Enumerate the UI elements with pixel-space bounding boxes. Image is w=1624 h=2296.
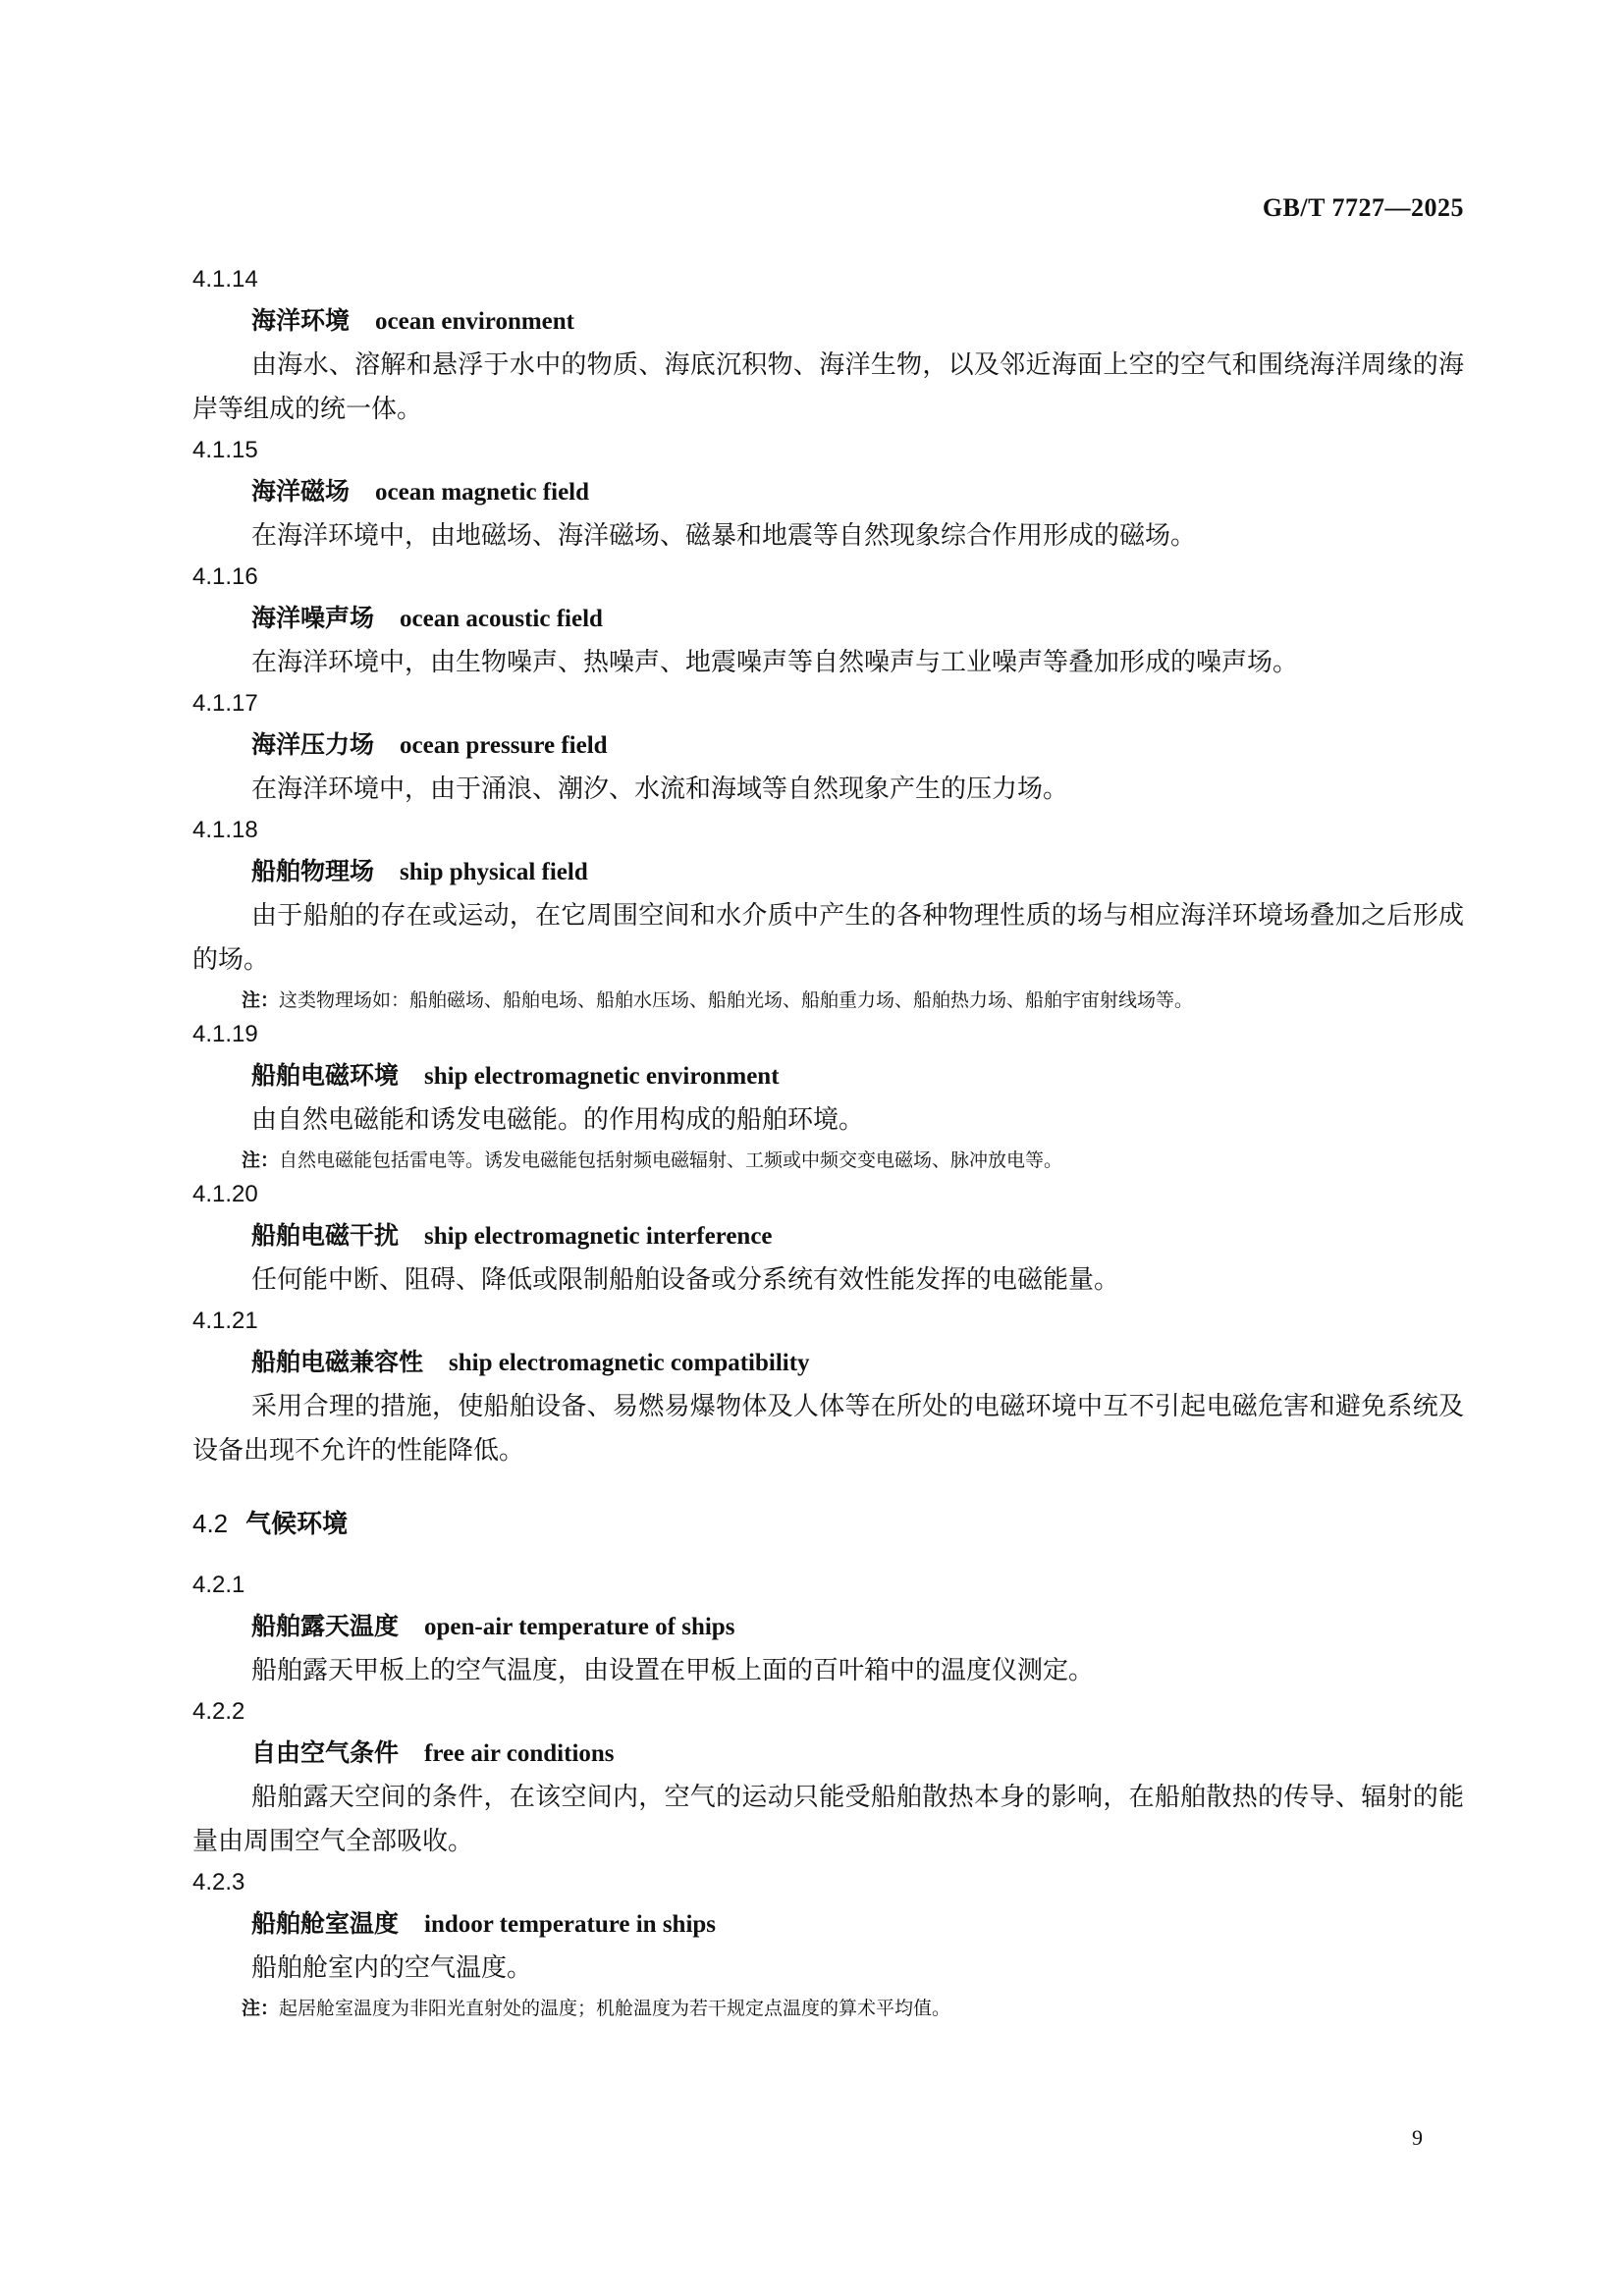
entry-number: 4.2.1	[192, 1572, 245, 1598]
term-definition: 船舶舱室内的空气温度。	[251, 1953, 533, 1983]
term-definition: 在海洋环境中，由于涌浪、潮汐、水流和海域等自然现象产生的压力场。	[251, 774, 1069, 804]
term-chinese: 船舶电磁干扰	[251, 1221, 400, 1250]
term-chinese: 船舶物理场	[251, 857, 375, 885]
term-entry	[192, 1571, 1464, 1693]
term-entry	[192, 1020, 1464, 1176]
term-heading	[251, 304, 1464, 338]
standard-code: GB/T 7727—2025	[1262, 193, 1464, 222]
term-chinese: 海洋磁场	[251, 477, 351, 506]
term-entry	[192, 436, 1464, 559]
term-note	[242, 1145, 1464, 1176]
entry-number: 4.1.20	[192, 1181, 258, 1207]
note-text: 自然电磁能包括雷电等。诱发电磁能包括射频电磁辐射、工频或中频交变电磁场、脉冲放电等。	[279, 1149, 1063, 1171]
term-english: ship physical field	[400, 859, 588, 885]
section-title: 气候环境	[245, 1510, 349, 1539]
note-label: 注：	[242, 989, 280, 1011]
term-english: open-air temperature of ships	[424, 1614, 735, 1640]
term-english: ocean acoustic field	[400, 606, 603, 632]
term-entry	[192, 1180, 1464, 1303]
entry-number: 4.1.14	[192, 266, 258, 293]
entry-number: 4.1.18	[192, 817, 258, 843]
term-chinese: 船舶电磁兼容性	[251, 1348, 424, 1376]
page-number: 9	[1412, 2125, 1423, 2150]
term-definition: 由海水、溶解和悬浮于水中的物质、海底沉积物、海洋生物，以及邻近海面上空的空气和围绕海洋周缘的海岸等组成的统一体。	[192, 350, 1464, 424]
term-english: indoor temperature in ships	[424, 1911, 717, 1938]
term-heading	[251, 1907, 1464, 1941]
term-chinese: 海洋环境	[251, 306, 351, 335]
term-chinese: 自由空气条件	[251, 1738, 400, 1767]
note-text: 这类物理场如：船舶磁场、船舶电场、船舶水压场、船舶光场、船舶重力场、船舶热力场、船舶宇宙射线场等。	[279, 989, 1194, 1011]
term-entry	[192, 265, 1464, 432]
term-heading	[251, 1219, 1464, 1253]
term-heading	[251, 475, 1464, 508]
term-english: ship electromagnetic interference	[424, 1223, 773, 1250]
entry-number: 4.2.3	[192, 1869, 245, 1896]
term-entry	[192, 816, 1464, 1016]
term-english: ship electromagnetic compatibility	[449, 1350, 810, 1376]
term-chinese: 船舶舱室温度	[251, 1909, 400, 1938]
term-definition: 由于船舶的存在或运动，在它周围空间和水介质中产生的各种物理性质的场与相应海洋环境场叠加之后形成的场。	[192, 901, 1464, 975]
term-definition: 船舶露天甲板上的空气温度，由设置在甲板上面的百叶箱中的温度仪测定。	[251, 1656, 1095, 1685]
term-english: free air conditions	[424, 1740, 615, 1767]
term-heading	[251, 1736, 1464, 1770]
term-heading	[251, 1610, 1464, 1643]
term-definition: 由自然电磁能和诱发电磁能。的作用构成的船舶环境。	[251, 1105, 865, 1135]
term-chinese: 船舶电磁环境	[251, 1061, 400, 1090]
term-note	[242, 1993, 1464, 2024]
term-heading	[251, 602, 1464, 635]
term-note	[242, 985, 1464, 1016]
section-number: 4.2	[192, 1509, 229, 1538]
term-heading	[251, 855, 1464, 888]
term-chinese: 海洋压力场	[251, 730, 375, 759]
term-entry	[192, 1868, 1464, 2024]
entry-number: 4.1.15	[192, 437, 258, 463]
term-definition: 船舶露天空间的条件，在该空间内，空气的运动只能受船舶散热本身的影响，在船舶散热的传导、辐射的能量由周围空气全部吸收。	[192, 1783, 1464, 1856]
entry-number: 4.2.2	[192, 1698, 245, 1725]
term-chinese: 海洋噪声场	[251, 604, 375, 632]
term-definition: 在海洋环境中，由地磁场、海洋磁场、磁暴和地震等自然现象综合作用形成的磁场。	[251, 521, 1197, 551]
section-heading	[192, 1507, 1464, 1541]
term-english: ocean magnetic field	[375, 479, 590, 506]
term-definition: 任何能中断、阻碍、降低或限制船舶设备或分系统有效性能发挥的电磁能量。	[251, 1265, 1120, 1295]
term-heading	[251, 1059, 1464, 1093]
entry-number: 4.1.17	[192, 690, 258, 717]
note-label: 注：	[242, 1998, 280, 2019]
term-english: ship electromagnetic environment	[424, 1063, 780, 1090]
term-entry	[192, 1697, 1464, 1864]
term-heading	[251, 1346, 1464, 1379]
entry-number: 4.1.21	[192, 1308, 258, 1334]
entry-number: 4.1.19	[192, 1021, 258, 1047]
entry-number: 4.1.16	[192, 563, 258, 590]
page-content	[192, 265, 1464, 2028]
note-label: 注：	[242, 1149, 280, 1171]
note-text: 起居舱室温度为非阳光直射处的温度；机舱温度为若干规定点温度的算术平均值。	[279, 1998, 951, 2019]
term-heading	[251, 728, 1464, 762]
term-chinese: 船舶露天温度	[251, 1612, 400, 1640]
term-entry	[192, 689, 1464, 812]
term-entry	[192, 562, 1464, 685]
term-english: ocean environment	[375, 308, 575, 335]
term-english: ocean pressure field	[400, 732, 608, 759]
term-entry	[192, 1307, 1464, 1473]
term-definition: 在海洋环境中，由生物噪声、热噪声、地震噪声等自然噪声与工业噪声等叠加形成的噪声场。	[251, 648, 1299, 677]
term-definition: 采用合理的措施，使船舶设备、易燃易爆物体及人体等在所处的电磁环境中互不引起电磁危害和避免系统及设备出现不允许的性能降低。	[192, 1392, 1464, 1466]
